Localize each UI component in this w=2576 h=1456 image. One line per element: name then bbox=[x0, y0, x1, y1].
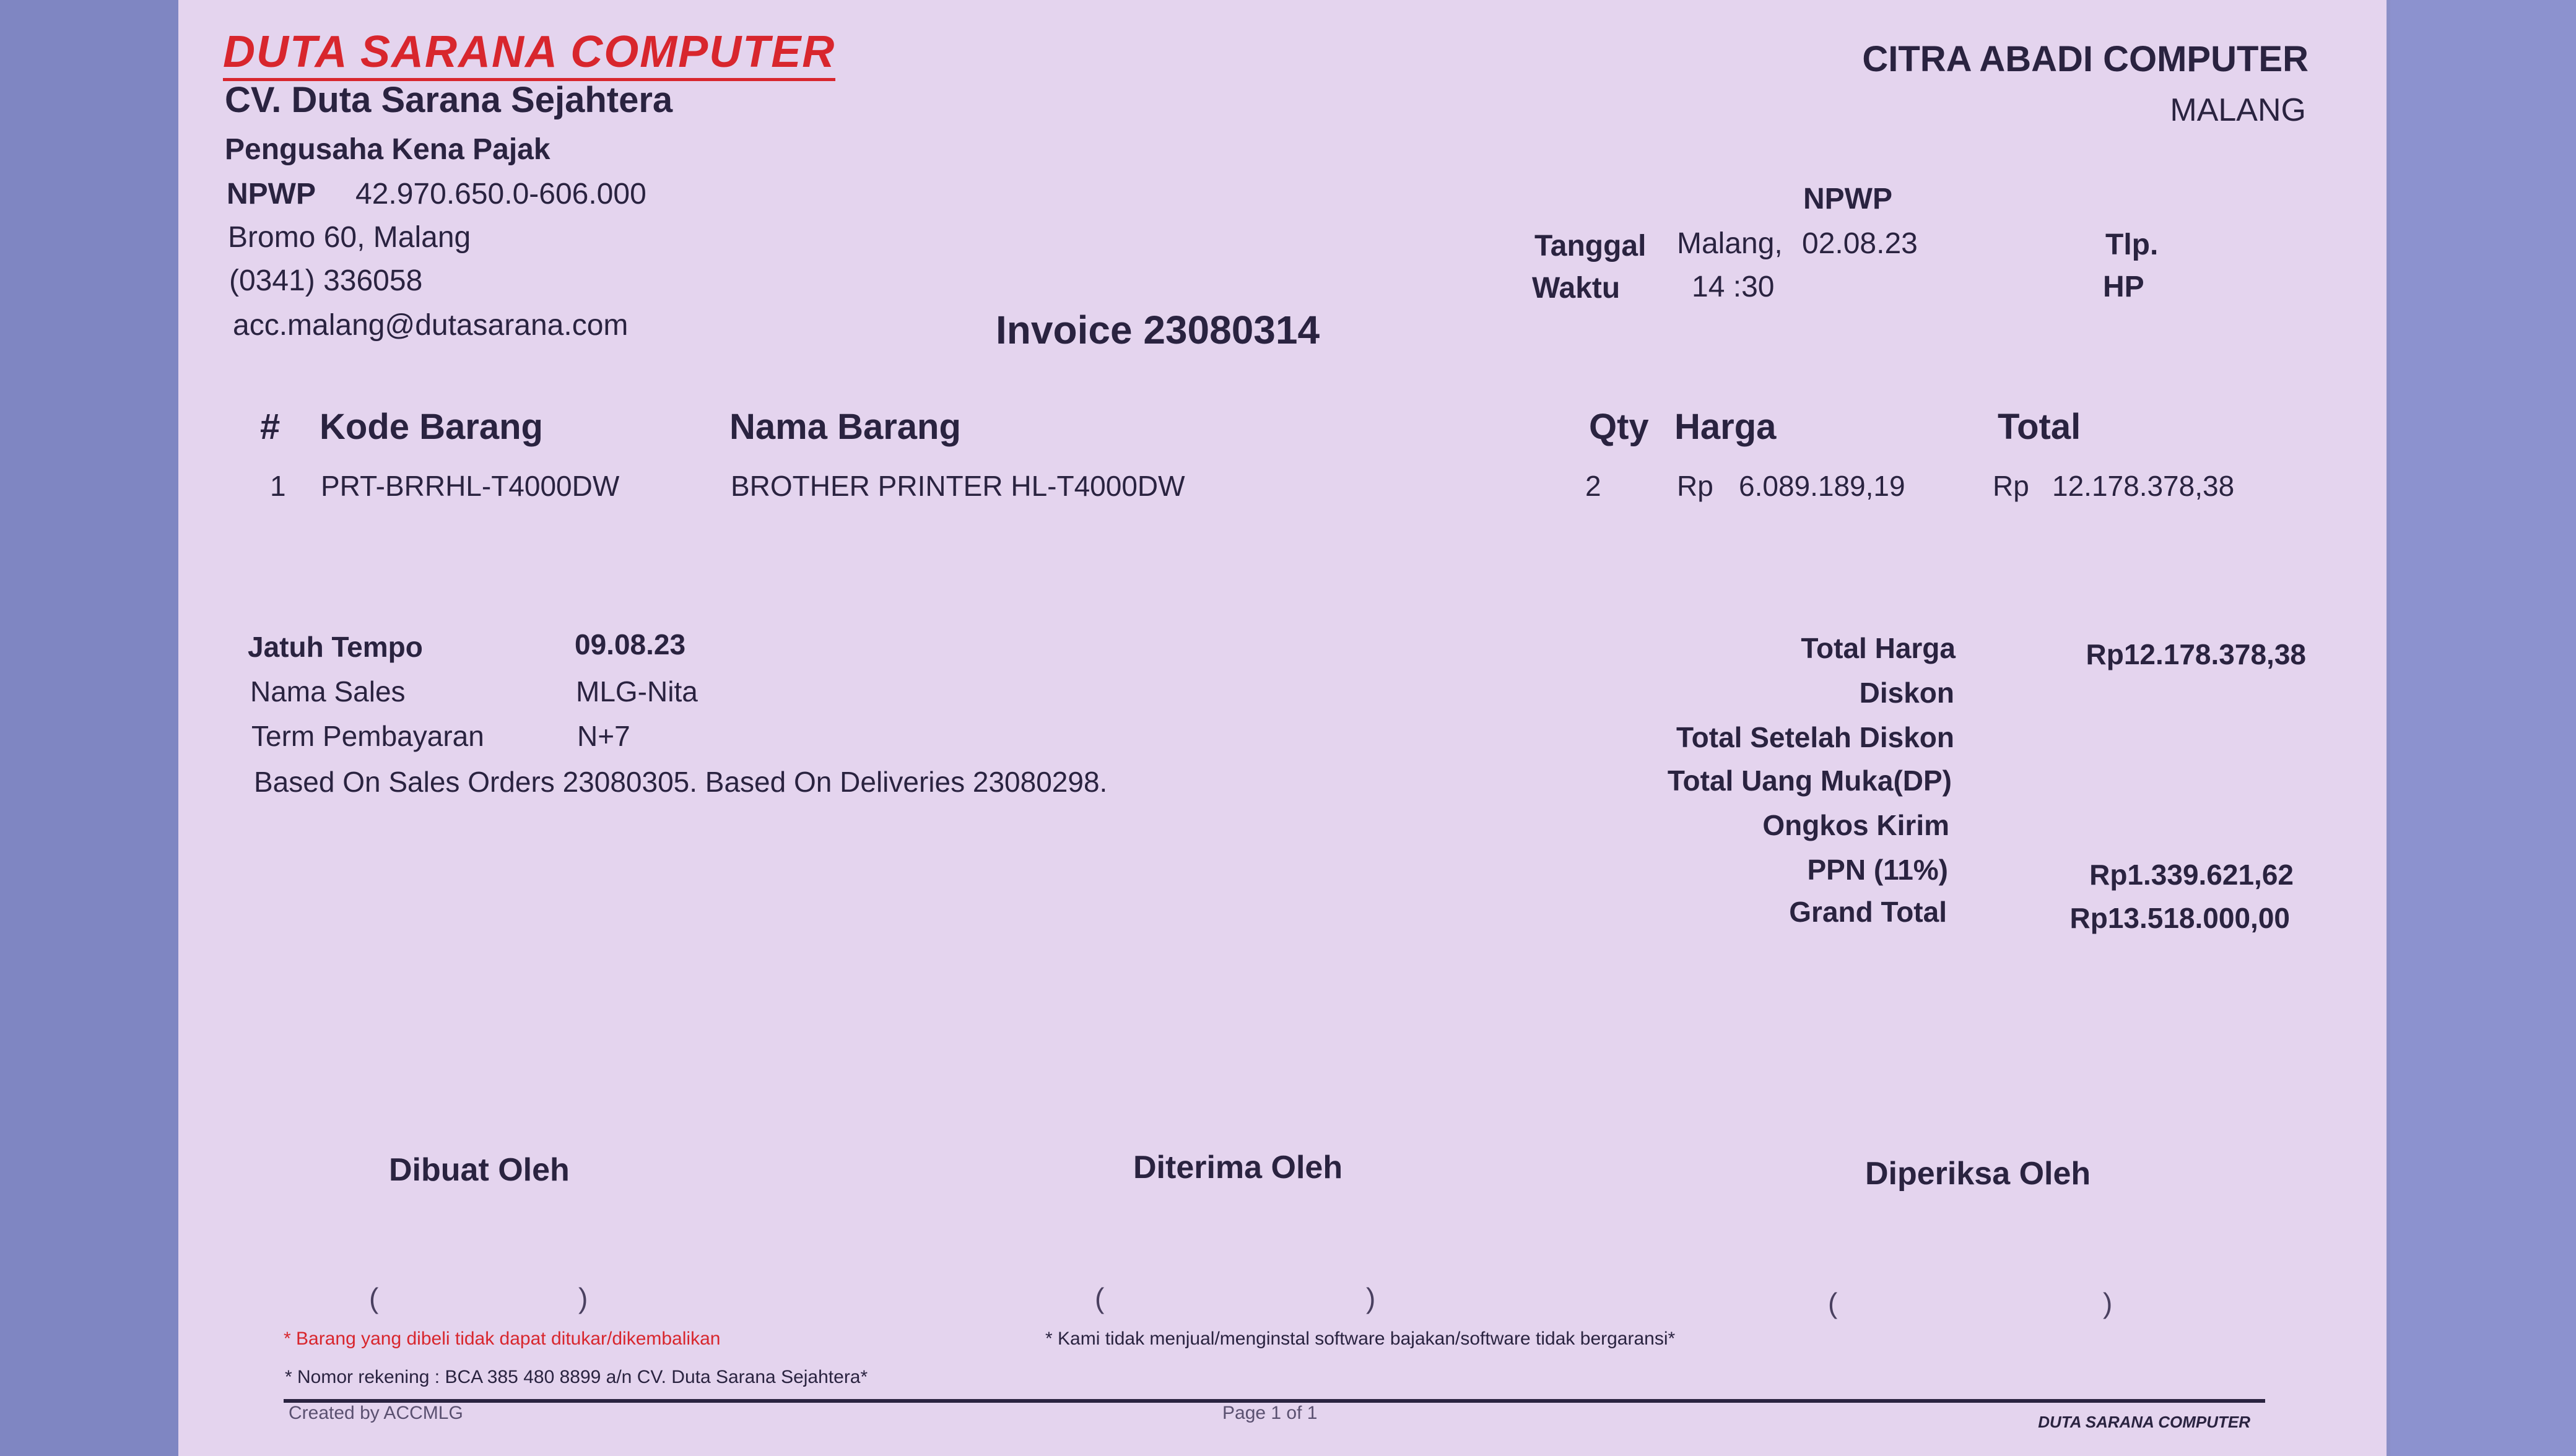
sales-label: Nama Sales bbox=[250, 675, 406, 708]
date-place: Malang, bbox=[1677, 227, 1783, 260]
col-header-name: Nama Barang bbox=[729, 407, 961, 447]
brand-logo: DUTA SARANA COMPUTER bbox=[223, 26, 835, 81]
customer-name: CITRA ABADI COMPUTER bbox=[1862, 39, 2308, 79]
grand-total-label: Grand Total bbox=[1789, 896, 1947, 928]
signature-received-by: Diterima Oleh bbox=[1133, 1150, 1343, 1185]
col-header-total: Total bbox=[1998, 407, 2081, 447]
reference-note: Based On Sales Orders 23080305. Based On Deliveries 23080298. bbox=[254, 766, 1108, 798]
ppn-value: Rp1.339.621,62 bbox=[2089, 859, 2294, 891]
time-value: 14 :30 bbox=[1692, 271, 1775, 303]
row-total: 12.178.378,38 bbox=[2052, 470, 2235, 502]
invoice-document bbox=[178, 0, 2387, 1456]
date-value: 02.08.23 bbox=[1802, 227, 1918, 260]
row-no: 1 bbox=[270, 470, 286, 502]
setelah-diskon-label: Total Setelah Diskon bbox=[1676, 721, 1954, 753]
signature-line-open-1: ( bbox=[369, 1282, 379, 1314]
hp-label: HP bbox=[2103, 271, 2144, 303]
phone-label: Tlp. bbox=[2105, 228, 2159, 261]
term-label: Term Pembayaran bbox=[251, 720, 484, 752]
row-name: BROTHER PRINTER HL-T4000DW bbox=[731, 470, 1185, 502]
total-harga-label: Total Harga bbox=[1801, 632, 1956, 664]
term-value: N+7 bbox=[577, 720, 630, 752]
npwp-label: NPWP bbox=[227, 178, 316, 210]
grand-total-value: Rp13.518.000,00 bbox=[2069, 902, 2290, 934]
footer-brand-logo: DUTA SARANA COMPUTER bbox=[2038, 1413, 2250, 1431]
footer-page: Page 1 of 1 bbox=[1222, 1403, 1318, 1423]
col-header-qty: Qty bbox=[1589, 407, 1649, 447]
total-harga-value: Rp12.178.378,38 bbox=[2086, 638, 2306, 670]
signature-checked-by: Diperiksa Oleh bbox=[1865, 1156, 2091, 1192]
npwp-value: 42.970.650.0-606.000 bbox=[355, 178, 646, 210]
note-no-pirated-software: * Kami tidak menjual/menginstal software bajakan/software tidak bergaransi* bbox=[1045, 1328, 1676, 1349]
row-total-currency: Rp bbox=[1993, 470, 2029, 502]
time-label: Waktu bbox=[1532, 272, 1621, 305]
background-left bbox=[0, 0, 186, 1456]
row-qty: 2 bbox=[1585, 470, 1601, 502]
background-right bbox=[2390, 0, 2576, 1456]
col-header-price: Harga bbox=[1674, 407, 1777, 447]
col-header-code: Kode Barang bbox=[320, 407, 543, 447]
footer-created-by: Created by ACCMLG bbox=[289, 1403, 463, 1423]
col-header-no: # bbox=[260, 407, 281, 447]
ongkos-kirim-label: Ongkos Kirim bbox=[1762, 809, 1949, 841]
customer-npwp-label: NPWP bbox=[1803, 183, 1892, 215]
sales-value: MLG-Nita bbox=[576, 675, 698, 708]
company-phone: (0341) 336058 bbox=[229, 264, 423, 297]
company-name: CV. Duta Sarana Sejahtera bbox=[225, 80, 673, 120]
due-date-label: Jatuh Tempo bbox=[248, 631, 423, 663]
row-price: 6.089.189,19 bbox=[1739, 470, 1905, 502]
diskon-label: Diskon bbox=[1859, 677, 1954, 709]
customer-city: MALANG bbox=[2170, 92, 2306, 128]
invoice-title: Invoice 23080314 bbox=[996, 308, 1320, 352]
signature-line-open-3: ( bbox=[1828, 1287, 1838, 1319]
signature-line-open-2: ( bbox=[1095, 1282, 1105, 1314]
date-label: Tanggal bbox=[1534, 230, 1647, 262]
company-email: acc.malang@dutasarana.com bbox=[233, 309, 629, 342]
signature-line-close-2: ) bbox=[1366, 1282, 1376, 1314]
note-bank-account: * Nomor rekening : BCA 385 480 8899 a/n CV. Duta Sarana Sejahtera* bbox=[285, 1367, 868, 1387]
ppn-label: PPN (11%) bbox=[1807, 854, 1948, 886]
company-address: Bromo 60, Malang bbox=[228, 221, 471, 254]
uang-muka-label: Total Uang Muka(DP) bbox=[1667, 765, 1952, 797]
note-no-return: * Barang yang dibeli tidak dapat ditukar/dikembalikan bbox=[284, 1328, 721, 1349]
due-date-value: 09.08.23 bbox=[575, 628, 686, 661]
pkp-label: Pengusaha Kena Pajak bbox=[225, 133, 550, 166]
signature-made-by: Dibuat Oleh bbox=[389, 1152, 570, 1188]
signature-line-close-1: ) bbox=[578, 1282, 588, 1314]
signature-line-close-3: ) bbox=[2103, 1287, 2113, 1319]
row-code: PRT-BRRHL-T4000DW bbox=[321, 470, 620, 502]
row-price-currency: Rp bbox=[1677, 470, 1713, 502]
